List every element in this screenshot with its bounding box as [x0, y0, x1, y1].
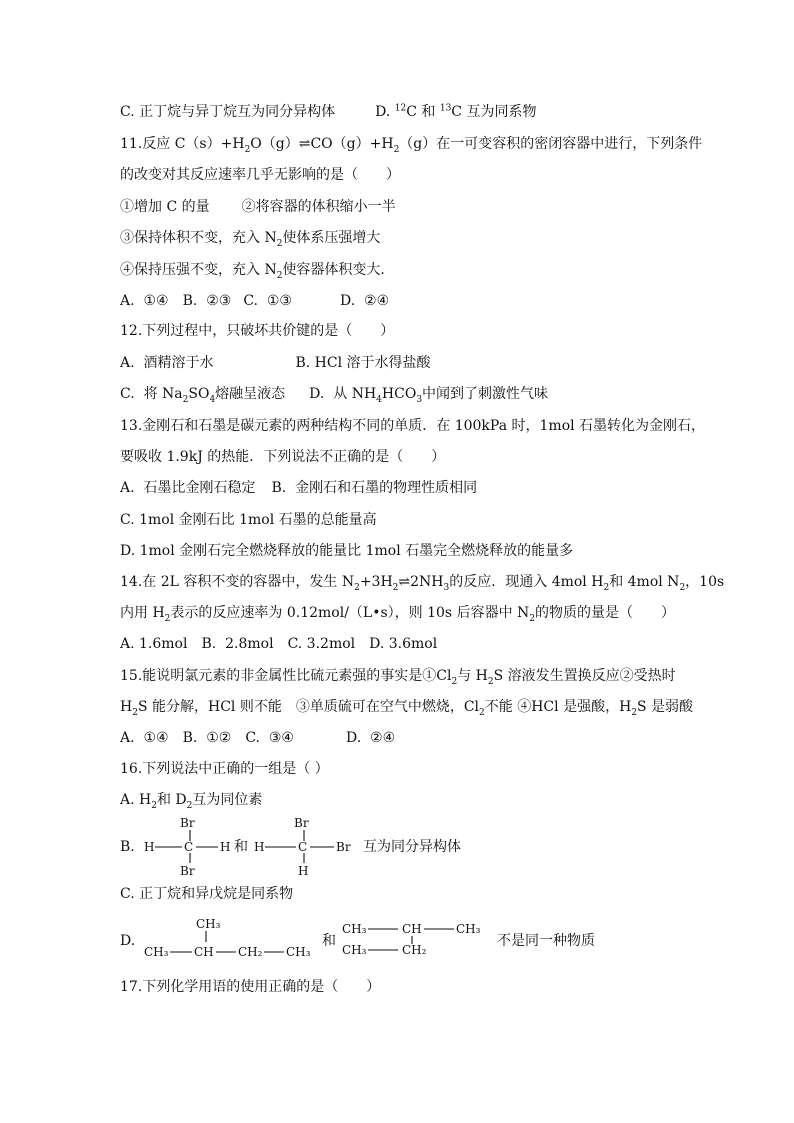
q14-d: 的反应．现通入 4mol H: [449, 574, 604, 590]
q11-part-b: O（g）⇌CO（g）+H: [250, 136, 394, 152]
q14-l2-a: 内用 H: [120, 605, 165, 621]
q15-b: 与 H: [457, 668, 488, 684]
subscript: 2: [354, 582, 360, 593]
subscript: 4: [376, 394, 382, 405]
question-13-option-c: C. 1mol 金刚石比 1mol 石墨的总能量高: [120, 512, 377, 528]
subscript: 2: [631, 707, 638, 718]
question-14-stem-line2: [120, 603, 675, 623]
question-15-stem-line2: [120, 697, 693, 717]
and-word: 和: [234, 839, 248, 855]
superscript-12: 12: [394, 103, 407, 114]
atom-br-right: Br: [336, 840, 351, 854]
group-ch2: CH₂: [238, 945, 263, 959]
condition-3-a: ③保持体积不变，充入 N: [120, 230, 277, 246]
atom-br-top: Br: [180, 816, 195, 830]
condition-2: ②将容器的体积缩小一半: [241, 199, 396, 215]
subscript: 2: [276, 238, 283, 249]
option-a: A. 石墨比金刚石稳定: [120, 480, 256, 496]
answer-c: C. 3.2mol: [287, 636, 356, 652]
option-d-a: D. 从 NH: [309, 386, 377, 402]
subscript: 2: [529, 613, 535, 624]
group-ch3-top: CH₃: [196, 917, 221, 931]
question-15-answers: [120, 728, 395, 748]
answer-c: C. ③④: [245, 730, 294, 746]
question-11-conditions-1-2: [120, 197, 396, 217]
and-word: 和: [322, 933, 336, 949]
subscript: 3: [416, 394, 423, 405]
atom-h-left: H: [144, 840, 155, 854]
atom-c: C: [184, 840, 194, 854]
q15-l2-d: S 是弱酸: [637, 699, 694, 715]
atom-br-bottom: Br: [180, 864, 195, 877]
structure-dibromomethane-1: [144, 815, 244, 880]
question-12-stem: 12.下列过程中，只破坏共价键的是（ ）: [120, 323, 395, 339]
question-11-stem: [120, 134, 702, 154]
q16-a-c: 互为同位素: [192, 792, 263, 808]
option-b: B. HCl 溶于水得盐酸: [295, 355, 431, 371]
answer-c: C. ①③: [243, 293, 292, 309]
option-c-text: C. 正丁烷与异丁烷互为同分异构体: [120, 104, 336, 120]
q14-l2-c: 的物质的量是（ ）: [535, 605, 675, 621]
option-line-c-d: [120, 102, 536, 122]
atom-c: C: [298, 840, 308, 854]
answer-d: D. ②④: [345, 730, 396, 746]
question-16-option-b-tail: 互为同分异构体: [363, 839, 461, 855]
q14-l2-b: 表示的反应速率为 0.12mol/（L•s），则 10s 后容器中 N: [170, 605, 530, 621]
subscript: 2: [151, 800, 157, 811]
question-16-option-d-label: D.: [120, 933, 136, 949]
condition-1: ①增加 C 的量: [120, 199, 210, 215]
subscript: 3: [443, 582, 450, 593]
structure-butane-branched: [342, 918, 498, 963]
question-13-options-ab: [120, 478, 477, 498]
q16-a-b: 和 D: [156, 792, 187, 808]
question-16-stem: 16.下列说法中正确的一组是（ ）: [120, 761, 329, 777]
q14-b: +3H: [359, 574, 393, 590]
q14-e: 和 4mol N: [609, 574, 680, 590]
answer-b: B. ①②: [182, 730, 232, 746]
subscript: 2: [186, 800, 193, 811]
question-13-option-d: D. 1mol 金刚石完全燃烧释放的能量比 1mol 石墨完全燃烧释放的能量多: [120, 543, 574, 559]
subscript: 2: [182, 394, 189, 405]
group-ch3-tl: CH₃: [342, 922, 367, 936]
question-13-stem: 13.金刚石和石墨是碳元素的两种结构不同的单质．在 100kPa 时，1mol 石墨转化为金刚石，: [120, 418, 706, 434]
q15-l2-b: S 能分解，HCl 则不能 ③单质硫可在空气中燃烧，Cl: [137, 699, 480, 715]
option-d-b: HCO: [381, 386, 417, 402]
answer-d: D. 3.6mol: [369, 636, 438, 652]
option-c-b: SO: [188, 386, 210, 402]
question-11-stem-line2: 的改变对其反应速率几乎无影响的是（ ）: [120, 167, 400, 183]
subscript: 4: [209, 394, 216, 405]
condition-4-a: ④保持压强不变，充入 N: [120, 262, 277, 278]
option-c-c: 熔融呈液态: [215, 386, 286, 402]
subscript: 2: [393, 144, 400, 155]
q15-a: 15.能说明氯元素的非金属性比硫元素强的事实是①Cl: [120, 668, 452, 684]
q14-f: ，10s: [685, 574, 725, 590]
question-14-stem: [120, 572, 724, 592]
option-d-c: 中闻到了刺激性气味: [422, 386, 549, 402]
subscript: 2: [603, 582, 610, 593]
structure-isopentane: [144, 914, 320, 963]
answer-a: A. 1.6mol: [120, 636, 188, 652]
option-c-a: C. 将 Na: [120, 386, 183, 402]
question-16-option-d-tail: 不是同一种物质: [497, 933, 595, 949]
option-d-label: D.: [375, 104, 395, 120]
question-13-stem-line2: 要吸收 1.9kJ 的热能．下列说法不正确的是（ ）: [120, 449, 446, 465]
option-b: B. 金刚石和石墨的物理性质相同: [271, 480, 478, 496]
group-ch: CH: [194, 945, 214, 959]
option-d-mid: C 和: [406, 104, 440, 120]
group-ch3-bl: CH₃: [342, 943, 367, 957]
atom-h-bottom: H: [298, 864, 309, 877]
question-16-option-c: C. 正丁烷和异戊烷是同系物: [120, 886, 294, 902]
option-d-tail: C 互为同系物: [451, 104, 537, 120]
answer-a: A. ①④: [120, 730, 169, 746]
subscript: 2: [244, 144, 251, 155]
atom-br-top: Br: [294, 816, 309, 830]
question-11-condition-3: [120, 228, 380, 248]
q14-a: 14.在 2L 容积不变的容器中，发生 N: [120, 574, 355, 590]
question-17-stem: 17.下列化学用语的使用正确的是（ ）: [120, 979, 381, 995]
question-16-option-a: [120, 790, 262, 810]
subscript: 2: [132, 707, 138, 718]
subscript: 2: [164, 613, 171, 624]
question-15-stem: [120, 666, 676, 686]
atom-h-left: H: [254, 840, 265, 854]
group-ch2: CH₂: [402, 943, 427, 957]
answer-b: B. ②③: [182, 293, 232, 309]
question-12-options-ab: [120, 353, 431, 373]
question-14-answers: [120, 634, 437, 654]
q15-l2-a: H: [120, 699, 133, 715]
group-ch: CH: [402, 922, 422, 936]
group-ch3-right: CH₃: [286, 945, 311, 959]
q14-c: ⇌2NH: [398, 574, 444, 590]
condition-4-b: 使容器体积变大．: [282, 262, 395, 278]
group-ch3-left: CH₃: [144, 945, 169, 959]
q15-l2-c: 不能 ④HCl 是强酸，H: [484, 699, 632, 715]
q15-c: S 溶液发生置换反应②受热时: [493, 668, 676, 684]
q16-a-a: A. H: [120, 792, 152, 808]
subscript: 2: [479, 707, 485, 718]
question-11-answers: [120, 291, 389, 311]
option-a: A. 酒精溶于水: [120, 355, 214, 371]
answer-a: A. ①④: [120, 293, 169, 309]
question-11-condition-4: [120, 260, 394, 280]
question-16-option-b-label: B.: [120, 839, 135, 855]
q11-part-c: （g）在一可变容积的密闭容器中进行，下列条件: [399, 136, 703, 152]
structure-dibromomethane-2: [254, 815, 364, 880]
q11-part-a: 11.反应 C（s）+H: [120, 136, 245, 152]
subscript: 2: [487, 676, 494, 687]
subscript: 2: [392, 582, 399, 593]
answer-d: D. ②④: [339, 293, 390, 309]
answer-b: B. 2.8mol: [201, 636, 274, 652]
condition-3-b: 使体系压强增大: [282, 230, 381, 246]
subscript: 2: [276, 270, 283, 281]
superscript-13: 13: [439, 103, 452, 114]
subscript: 2: [679, 582, 686, 593]
subscript: 2: [451, 676, 458, 687]
group-ch3-tr: CH₃: [456, 922, 481, 936]
atom-h-right: H: [220, 840, 231, 854]
question-12-options-cd: [120, 384, 548, 404]
